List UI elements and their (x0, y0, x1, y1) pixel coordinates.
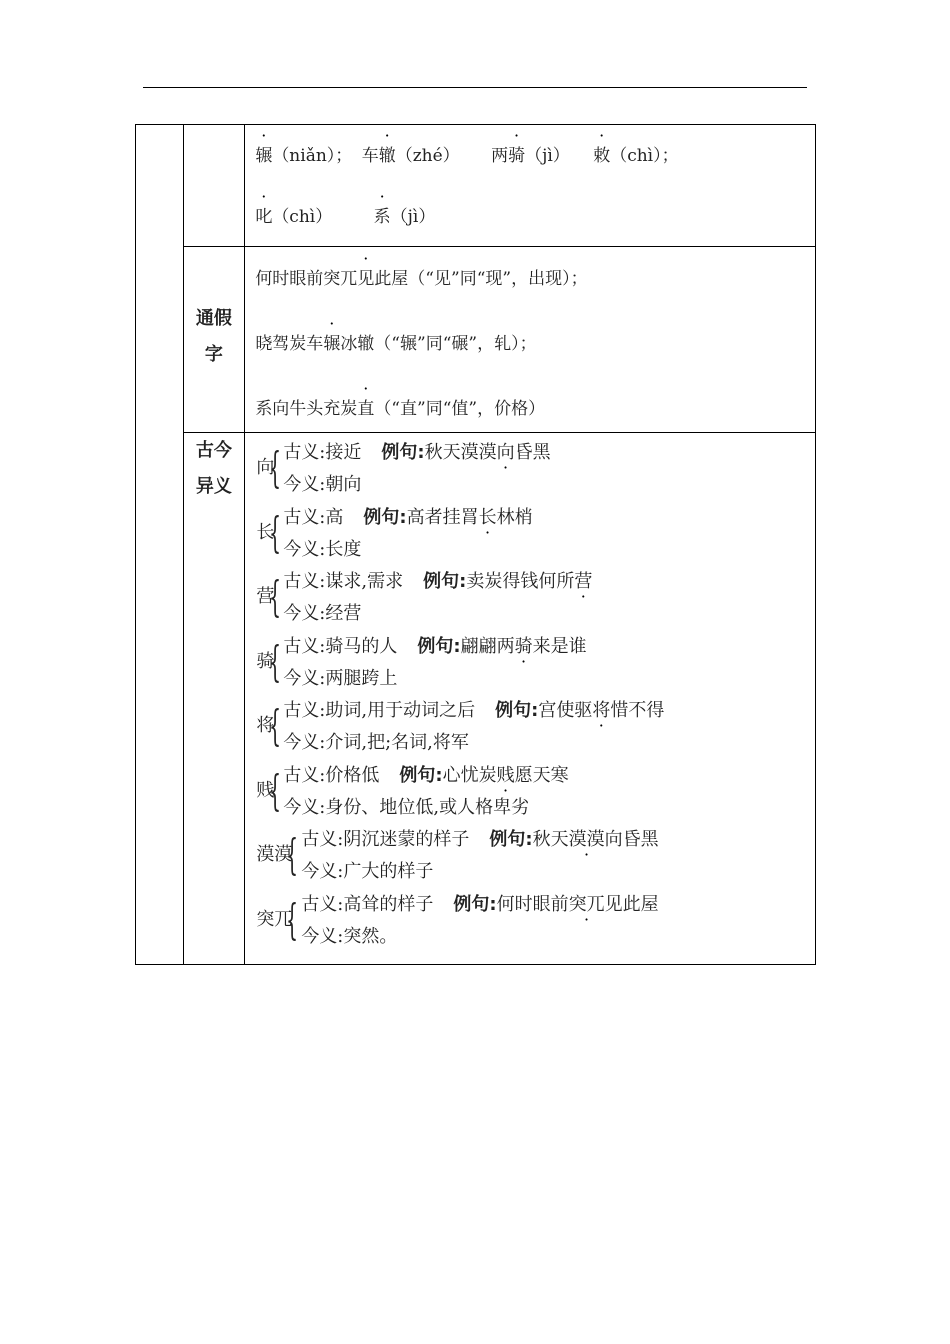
gu-definition: 古义:助词,用于动词之后 例句:宫使驱将惜不得 (283, 700, 665, 721)
pronunciation-line-2 (245, 166, 815, 227)
example-label: 例句: (381, 442, 425, 463)
jin-definition: 今义:两腿跨上 (283, 667, 398, 689)
brace-icon: { (269, 636, 282, 686)
tongjia-row (136, 247, 816, 433)
gujin-word: 骑 (256, 650, 275, 672)
gujin-entry (245, 631, 815, 696)
brace-icon: { (269, 701, 282, 750)
brace-icon: { (269, 507, 282, 557)
gujin-entry (245, 566, 815, 631)
brace-icon: { (269, 572, 282, 621)
example-label: 例句: (489, 829, 533, 850)
brace-icon: { (286, 894, 299, 944)
pronunciation-cell (245, 125, 816, 247)
gu-definition: 古义:接近 例句:秋天漠漠向昏黑 (283, 442, 551, 463)
gujin-list (245, 433, 815, 953)
gujin-entry (245, 760, 815, 825)
tongjia-cell (245, 247, 816, 433)
example-label: 例句: (495, 700, 539, 721)
example-label: 例句: (417, 635, 461, 657)
gujin-row (136, 433, 816, 965)
pronunciation-row (136, 125, 816, 247)
pron-item: 叱（chì） (255, 207, 333, 227)
jin-definition: 今义:朝向 (283, 474, 362, 495)
example-label: 例句: (399, 764, 443, 786)
gu-definition: 古义:阴沉迷蒙的样子 例句:秋天漠漠向昏黑 (301, 829, 659, 850)
gujin-cell (245, 433, 816, 965)
tongjia-item: 何时眼前突兀见此屋（“见”同“现”，出现）； (255, 269, 588, 289)
example-label: 例句: (423, 571, 467, 592)
brace-icon: { (286, 830, 299, 879)
gujin-word: 将 (256, 715, 275, 736)
gujin-label-cell (183, 433, 245, 965)
brace-icon: { (269, 765, 282, 815)
gujin-word: 长 (256, 521, 275, 543)
jin-definition: 今义:介词,把;名词,将军 (283, 732, 469, 753)
gujin-entry (245, 889, 815, 954)
jin-definition: 今义:经营 (283, 603, 362, 624)
example-label: 例句: (363, 506, 407, 528)
jin-definition: 今义:广大的样子 (301, 861, 434, 882)
header-rule (143, 87, 807, 88)
pronunciation-line-1 (245, 125, 815, 166)
gujin-word: 向 (256, 457, 275, 478)
gujin-word: 营 (256, 586, 275, 607)
example-label: 例句: (453, 893, 497, 915)
gujin-word: 漠漠 (256, 844, 293, 865)
gujin-word: 贱 (256, 779, 275, 801)
pron-item: 系（jì） (373, 207, 436, 227)
category-column (136, 125, 184, 965)
pron-item: 两骑（jì） (491, 146, 570, 166)
pron-item: 辗（niǎn）； (255, 146, 353, 166)
jin-definition: 今义:长度 (283, 538, 362, 560)
gu-definition: 古义:谋求,需求 例句:卖炭得钱何所营 (283, 571, 593, 592)
gujin-entry (245, 824, 815, 889)
gujin-label-text: 古今异义 (195, 440, 232, 497)
pron-item: 敕（chì）； (593, 146, 679, 166)
gu-definition: 古义:骑马的人 例句:翩翩两骑来是谁 (283, 635, 587, 657)
gujin-label (184, 433, 245, 505)
jin-definition: 今义:突然。 (301, 925, 398, 947)
gujin-entry (245, 502, 815, 567)
gujin-entry (245, 695, 815, 760)
pron-item: 车辙（zhé） (361, 146, 460, 166)
gujin-entry (245, 437, 815, 502)
tongjia-label-text: 通假字 (195, 308, 232, 365)
gujin-word: 突兀 (256, 908, 293, 930)
pronunciation-label-cell (183, 125, 245, 247)
jin-definition: 今义:身份、地位低,或人格卑劣 (283, 796, 530, 818)
tongjia-label (184, 247, 245, 373)
tongjia-label-cell (183, 247, 245, 433)
brace-icon: { (269, 443, 282, 492)
tongjia-item: 系向牛头充炭直（“直”同“值”，价格） (255, 399, 546, 419)
notes-table (135, 124, 816, 965)
gu-definition: 古义:价格低 例句:心忧炭贱愿天寒 (283, 764, 569, 786)
gu-definition: 古义:高耸的样子 例句:何时眼前突兀见此屋 (301, 893, 659, 915)
gu-definition: 古义:高 例句:高者挂罥长林梢 (283, 506, 533, 528)
tongjia-item: 晓驾炭车辗冰辙（“辗”同“碾”，轧）； (255, 334, 537, 354)
